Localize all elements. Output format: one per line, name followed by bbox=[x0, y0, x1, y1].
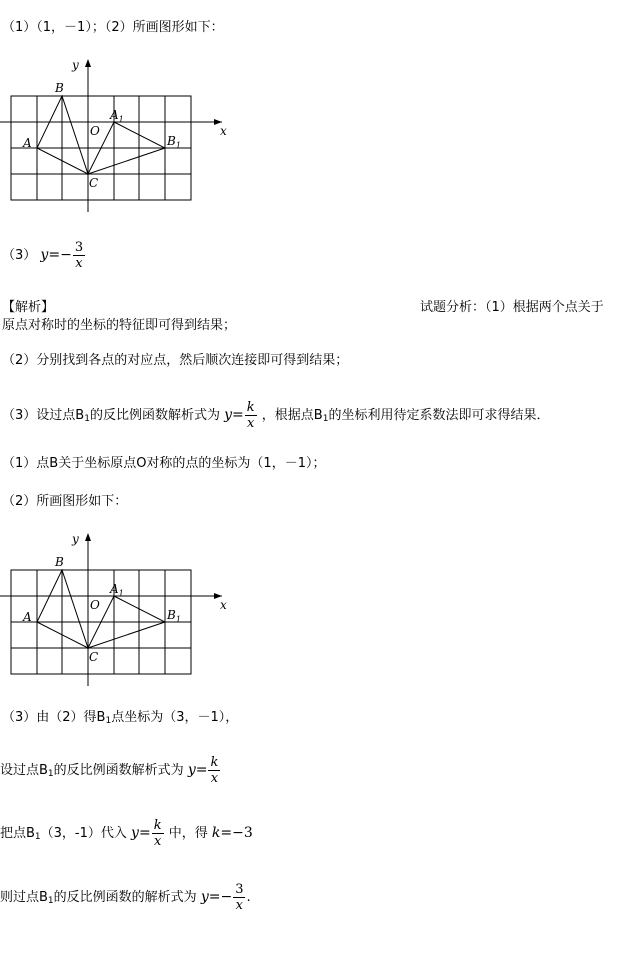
analysis-line-7: （3）由（2）得$B_1$点坐标为（3，－1）， bbox=[2, 710, 239, 726]
label-y: y bbox=[72, 58, 79, 72]
y-axis-arrow-icon-2 bbox=[85, 533, 91, 541]
label-B: B bbox=[55, 81, 64, 95]
analysis-header-right: 试题分析：（1）根据两个点关于 bbox=[420, 300, 604, 315]
label-O: O bbox=[90, 124, 100, 138]
label-A1: $A_1$ bbox=[110, 108, 124, 124]
analysis-line-4: （3）设过点$B_1$的反比例函数解析式为 y= $\frac{k}{x}$ ，根据点$B_1$的坐标利用待定系数法即可求得结果． bbox=[2, 400, 550, 431]
label-C-2: C bbox=[89, 650, 99, 664]
label-A-2: A bbox=[23, 610, 32, 624]
label-x: x bbox=[220, 124, 227, 138]
coordinate-figure-1 bbox=[0, 55, 240, 215]
answer-line-1: （1）（1，－1）；（2）所画图形如下： bbox=[2, 20, 224, 35]
label-O-2: O bbox=[90, 598, 100, 612]
fraction-k-over-x: $\frac{k}{x}$ bbox=[246, 400, 255, 431]
fraction-k-over-x-2: $\frac{k}{x}$ bbox=[210, 755, 219, 786]
answer-part3: （3） y=− $\frac{3}{x}$ bbox=[2, 240, 84, 271]
fraction-neg-3-over-x-2: $\frac{3}{x}$ bbox=[235, 882, 244, 913]
coordinate-figure-2 bbox=[0, 529, 240, 689]
fraction-neg-3-over-x: $\frac{3}{x}$ bbox=[74, 240, 84, 271]
label-y-2: y bbox=[72, 532, 79, 546]
label-B1: $B_1$ bbox=[167, 134, 181, 150]
fraction-k-over-x-3: $\frac{k}{x}$ bbox=[153, 818, 162, 849]
analysis-line-10: 则过点$B_1$的反比例函数的解析式为 y=− $\frac{3}{x}$ . bbox=[0, 882, 251, 913]
label-B-2: B bbox=[55, 555, 64, 569]
label-A1-2: $A_1$ bbox=[110, 582, 124, 598]
label-C: C bbox=[89, 176, 99, 190]
analysis-line-2: 原点对称时的坐标的特征即可得到结果； bbox=[2, 318, 237, 333]
label-A: A bbox=[23, 136, 32, 150]
analysis-header: 【解析】 bbox=[2, 300, 55, 315]
analysis-line-9: 把点$B_1(3$，-1）代入 y= $\frac{k}{x}$ 中，得 k=−3 bbox=[0, 818, 253, 849]
analysis-line-8: 设过点$B_1$的反比例函数解析式为 y= $\frac{k}{x}$ bbox=[0, 755, 219, 786]
analysis-line-3: （2）分别找到各点的对应点，然后顺次连接即可得到结果； bbox=[2, 353, 349, 368]
label-B1-2: $B_1$ bbox=[167, 608, 181, 624]
analysis-line-5: （1）点B关于坐标原点O对称的点的坐标为（1，－1）； bbox=[2, 456, 326, 471]
label-x-2: x bbox=[220, 598, 227, 612]
analysis-line-6: （2）所画图形如下： bbox=[2, 494, 128, 509]
y-axis-arrow-icon bbox=[85, 59, 91, 67]
